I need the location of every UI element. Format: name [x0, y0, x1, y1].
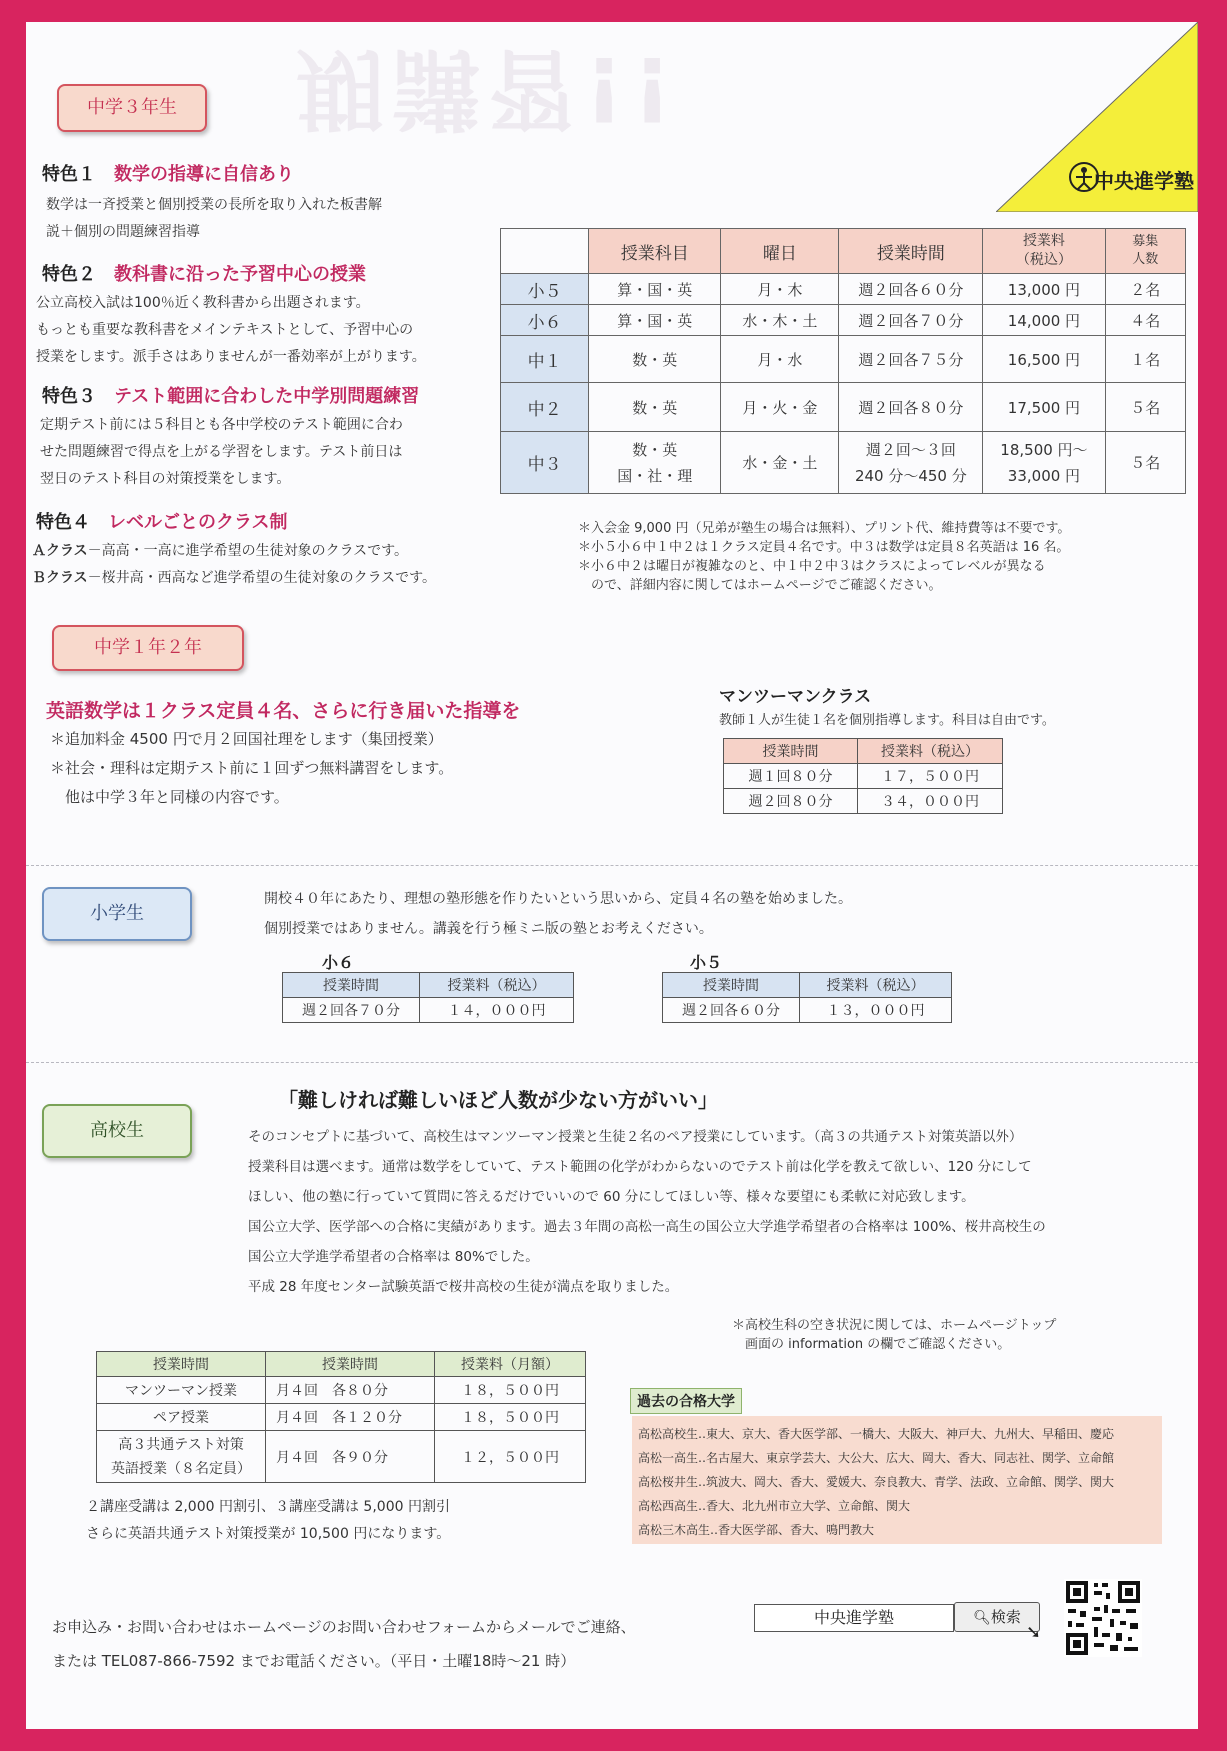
fee-cell: 13,000 円 [983, 274, 1105, 305]
subjects-cell: 算・国・英 [589, 305, 721, 336]
sho5-header-time: 授業時間 [663, 973, 800, 998]
logo-text: 中央進学塾 [1094, 169, 1194, 193]
days-cell: 月・水 [721, 336, 839, 383]
fee-cell: 17,500 円 [983, 383, 1105, 432]
time-cell: 週２回各６０分 [839, 274, 983, 305]
feature-2-title: 特色２ 教科書に沿った予習中心の授業 [42, 264, 366, 285]
capacity-cell: ５名 [1105, 432, 1185, 494]
course-cell: 高３共通テスト対策 英語授業（８名定員） [97, 1431, 266, 1483]
sho5-title: 小５ [690, 953, 723, 972]
kou-header-fee: 授業料（月額） [435, 1352, 586, 1377]
subjects-cell: 数・英 [589, 383, 721, 432]
mantoman-header-time: 授業時間 [724, 739, 858, 764]
table-row [283, 998, 574, 1023]
fee-header-day: 曜日 [721, 229, 839, 274]
feature-1-text: 数学は一斉授業と個別授業の長所を取り入れた板書解 説＋個別の問題練習指導 [46, 197, 382, 240]
table-row [501, 336, 1186, 383]
koukousei-table [96, 1351, 586, 1483]
fee-cell: １８，５００円 [435, 1404, 586, 1431]
cursor-icon: ➘ [1026, 1622, 1042, 1643]
course-cell: マンツーマン授業 [97, 1377, 266, 1404]
qr-code-icon [1064, 1579, 1142, 1657]
mantoman-desc: 教師１人が生徒１名を個別指導します。科目は自由です。 [719, 713, 1055, 728]
time-cell: 週２回各８０分 [839, 383, 983, 432]
table-row [501, 383, 1186, 432]
time-cell: 月４回 各９０分 [266, 1431, 435, 1483]
subjects-cell: 数・英 [589, 336, 721, 383]
fee-cell: １８，５００円 [435, 1377, 586, 1404]
chugaku12-label: 中学１年２年 [52, 625, 244, 671]
feature-2-text: 公立高校入試は100％近く教科書から出題されます。 もっとも重要な教科書をメインテキストとして、予習中心の 授業をします。派手さはありませんが一番効率が上がります。 [36, 295, 426, 365]
table-row [501, 432, 1186, 494]
table-row [501, 274, 1186, 305]
shogakusei-text: 開校４０年にあたり、理想の塾形態を作りたいという思いから、定員４名の塾を始めました。 個別授業ではありません。講義を行う極ミニ版の塾とお考えください。 [264, 891, 852, 937]
chugaku12-text: ＊追加料金 4500 円で月２回国社理をします（集団授業） ＊社会・理科は定期テスト前に１回ずつ無料講習をします。 他は中学３年と同様の内容です。 [50, 730, 454, 806]
faded-banner: 期講習!! [296, 37, 681, 140]
class-list: Ａクラス－高高・一高に進学希望の生徒対象のクラスです。 Ｂクラス－桜井高・西高など進学希望の生徒対象のクラスです。 [32, 543, 437, 586]
sho5-table [662, 972, 952, 1023]
subjects-cell: 算・国・英 [589, 274, 721, 305]
time-cell: 週２回各６０分 [663, 998, 800, 1023]
mantoman-header-fee: 授業料（税込） [858, 739, 1003, 764]
table-row [501, 305, 1186, 336]
table-row [724, 764, 1003, 789]
table-row [724, 789, 1003, 814]
table-row [663, 998, 952, 1023]
table-row [97, 1404, 586, 1431]
search-icon: 🔍︎ [973, 1610, 991, 1626]
fee-header-capacity: 募集 人数 [1105, 229, 1185, 274]
fee-cell: 16,500 円 [983, 336, 1105, 383]
feature-4-title: 特色４ レベルごとのクラス制 [36, 512, 288, 533]
time-cell: 週２回各７５分 [839, 336, 983, 383]
footer-contact: お申込み・お問い合わせはホームページのお問い合わせフォームからメールでご連絡、 または TEL087-866-7592 までお電話ください。（平日・土曜18時〜21 時） [52, 1618, 636, 1670]
time-cell: 週２回各７０分 [839, 305, 983, 336]
grade-cell: 中１ [501, 336, 589, 383]
fee-header-fee: 授業料 （税込） [983, 229, 1105, 274]
univ-title: 過去の合格大学 [630, 1388, 742, 1414]
fee-cell: １３，０００円 [800, 998, 952, 1023]
sho5-header-fee: 授業料（税込） [800, 973, 952, 998]
sho6-title: 小６ [322, 953, 355, 972]
days-cell: 月・木 [721, 274, 839, 305]
fee-header-subject: 授業科目 [589, 229, 721, 274]
kou-header-time: 授業時間 [266, 1352, 435, 1377]
time-cell: 週２回各７０分 [283, 998, 420, 1023]
sho6-table [282, 972, 574, 1023]
capacity-cell: １名 [1105, 336, 1185, 383]
sho6-header-time: 授業時間 [283, 973, 420, 998]
koukousei-label: 高校生 [42, 1104, 192, 1158]
fee-cell: 18,500 円〜 33,000 円 [983, 432, 1105, 494]
time-cell: 月４回 各１２０分 [266, 1404, 435, 1431]
capacity-cell: ４名 [1105, 305, 1185, 336]
koukousei-headline: 「難しければ難しいほど人数が少ない方がいい」 [278, 1088, 718, 1112]
feature-3-text: 定期テスト前には５科目とも各中学校のテスト範囲に合わ せた問題練習で得点を上がる学習をします。テスト前日は 翌日のテスト科目の対策授業をします。 [40, 417, 403, 487]
mantoman-title: マンツーマンクラス [719, 687, 872, 707]
chugaku12-headline: 英語数学は１クラス定員４名、さらに行き届いた指導を [46, 700, 521, 722]
grade-cell: 中２ [501, 383, 589, 432]
fee-cell: １４，０００円 [420, 998, 574, 1023]
days-cell: 水・金・土 [721, 432, 839, 494]
divider [26, 1062, 1198, 1063]
search-box-text: 中央進学塾 [813, 1608, 894, 1627]
divider [26, 865, 1198, 866]
feature-3-title: 特色３ テスト範囲に合わした中学別問題練習 [42, 386, 420, 407]
grade-cell: 小６ [501, 305, 589, 336]
univ-list: 高松高校生‥東大、京大、香大医学部、一橋大、大阪大、神戸大、九州大、早稲田、慶応 高松一高生‥名古屋大、東京学芸大、大公大、広大、岡大、香大、同志社、関学、立命館 高松桜井生‥筑波大、岡大、香大、愛媛大、奈良教大、青学、法政、立命館、関学、関大 高松西高生‥香大、北九州市立大学、立命館、関大 高松三木高生‥香大医学部、香大、鳴門教大 [632, 1416, 1162, 1544]
time-cell: 週２回８０分 [724, 789, 858, 814]
feature-1-title: 特色１ 数学の指導に自信あり [42, 164, 294, 185]
time-cell: 週２回〜３回 240 分〜450 分 [839, 432, 983, 494]
sho6-header-fee: 授業料（税込） [420, 973, 574, 998]
fee-notes: ＊入会金 9,000 円（兄弟が塾生の場合は無料）、プリント代、維持費等は不要です。 ＊小５小６中１中２は１クラス定員４名です。中３は数学は定員８名英語は 16 名。 ＊小６中２は曜日が複雑なのと、中１中２中３はクラスによってレベルが異なる ので、詳細内容に関してはホームページでご確認ください。 [578, 521, 1071, 593]
table-row [97, 1431, 586, 1483]
grade-cell: 中３ [501, 432, 589, 494]
fee-cell: １７，５００円 [858, 764, 1003, 789]
discount-text: ２講座受講は 2,000 円割引、３講座受講は 5,000 円割引 さらに英語共通テスト対策授業が 10,500 円になります。 [86, 1499, 451, 1542]
vacancy-note: ＊高校生科の空き状況に関しては、ホームページトップ 画面の information の欄でご確認ください。 [732, 1318, 1057, 1352]
grade-cell: 小５ [501, 274, 589, 305]
kou-header-course: 授業時間 [97, 1352, 266, 1377]
capacity-cell: ５名 [1105, 383, 1185, 432]
time-cell: 週１回８０分 [724, 764, 858, 789]
days-cell: 水・木・土 [721, 305, 839, 336]
search-box[interactable] [754, 1604, 954, 1632]
time-cell: 月４回 各８０分 [266, 1377, 435, 1404]
chugaku3-label: 中学３年生 [57, 84, 207, 132]
course-cell: ペア授業 [97, 1404, 266, 1431]
fee-cell: ３４，０００円 [858, 789, 1003, 814]
fee-cell: 14,000 円 [983, 305, 1105, 336]
table-row [97, 1377, 586, 1404]
fee-header-time: 授業時間 [839, 229, 983, 274]
search-button-label: 検索 [990, 1608, 1021, 1626]
mantoman-table [723, 738, 1003, 814]
shogakusei-label: 小学生 [42, 887, 192, 941]
flyer-page [26, 22, 1198, 1729]
fee-cell: １２，５００円 [435, 1431, 586, 1483]
fee-table [500, 228, 1186, 494]
subjects-cell: 数・英 国・社・理 [589, 432, 721, 494]
fee-table-corner [501, 229, 589, 274]
days-cell: 月・火・金 [721, 383, 839, 432]
capacity-cell: ２名 [1105, 274, 1185, 305]
koukousei-text: そのコンセプトに基づいて、高校生はマンツーマン授業と生徒２名のペア授業にしています。（高３の共通テスト対策英語以外） 授業科目は選べます。通常は数学をしていて、テスト範囲の化学がわからないのでテスト前は化学を教えて欲しい、120 分にして ほしい、他の塾に行っていて質問に答えるだけでいいので 60 分にしてほしい等、様々な要望にも柔軟に対応致します。 国公立大学、医学部への合格に実績があります。過去３年間の高松一高生の国公立大学進学希望者の合格率は 100%、桜井高校生の 国公立大学進学希望者の合格率は 80%でした。 平成 28 年度センター試験英語で桜井高校の生徒が満点を取りました。 [248, 1129, 1046, 1295]
